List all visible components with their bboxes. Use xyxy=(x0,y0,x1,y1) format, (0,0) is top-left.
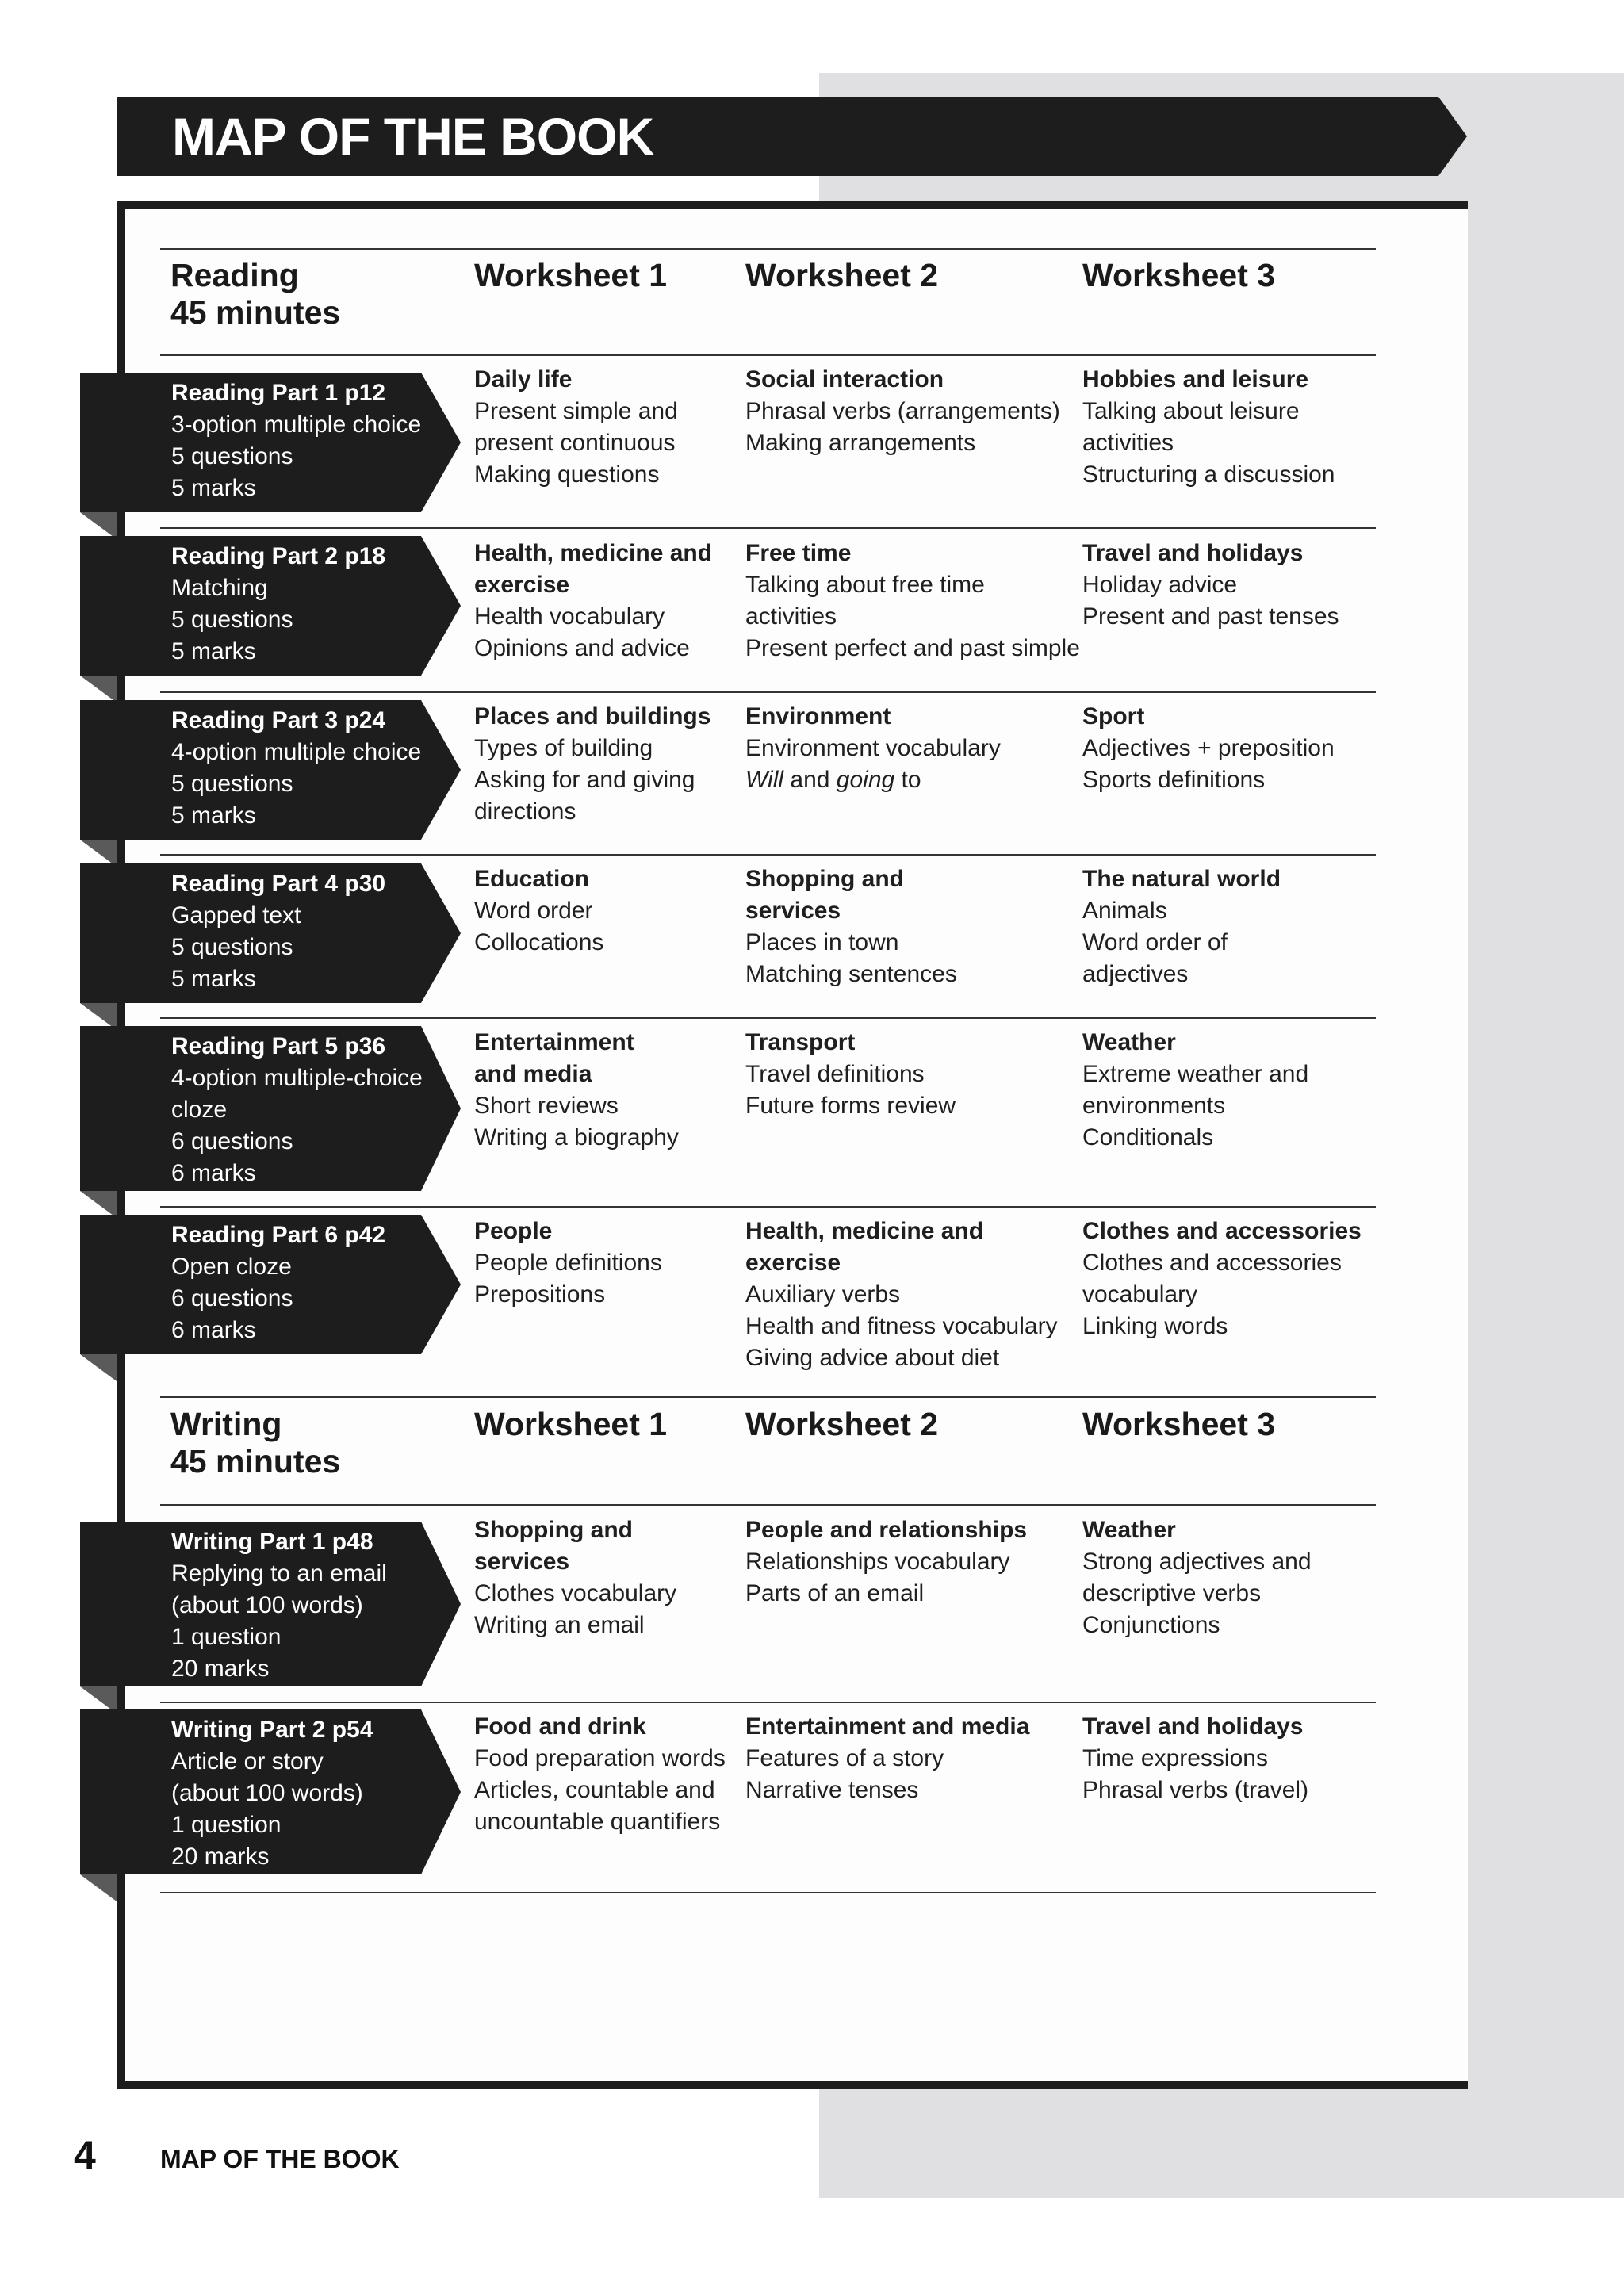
rule-row-6 xyxy=(160,1396,1376,1398)
row-5-worksheet-3: Weather Extreme weather and environments Conditionals xyxy=(1082,1029,1309,1150)
rule-row-1 xyxy=(160,527,1376,529)
row-2-worksheet-3: Travel and holidays Holiday advice Present and past tenses xyxy=(1082,540,1339,630)
writing-part-1-tab: Writing Part 1 p48 Replying to an email (about 100 words) 1 question 20 marks xyxy=(80,1522,461,1686)
row-5-worksheet-1: Entertainment and media Short reviews Writing a biography xyxy=(474,1029,679,1150)
rule-row-7 xyxy=(160,1702,1376,1703)
row-7-worksheet-3: Weather Strong adjectives and descriptive verbs Conjunctions xyxy=(1082,1517,1312,1638)
row-5-worksheet-2: Transport Travel definitions Future forms review xyxy=(745,1029,956,1119)
reading-part-3-tab: Reading Part 3 p24 4-option multiple choice 5 questions 5 marks xyxy=(80,700,461,840)
row-7-worksheet-1: Shopping and services Clothes vocabulary Writing an email xyxy=(474,1517,677,1638)
page-title: MAP OF THE BOOK xyxy=(172,107,654,166)
rule-row-5 xyxy=(160,1206,1376,1208)
row-8-worksheet-1: Food and drink Food preparation words Articles, countable and uncountable quantifiers xyxy=(474,1713,726,1835)
reading-part-1-tab: Reading Part 1 p12 3-option multiple choice 5 questions 5 marks xyxy=(80,373,461,512)
rule-top xyxy=(160,248,1376,250)
writing-worksheet-1-header: Worksheet 1 xyxy=(474,1406,668,1442)
row-2-worksheet-1: Health, medicine and exercise Health vocabulary Opinions and advice xyxy=(474,540,713,661)
writing-worksheet-3-header: Worksheet 3 xyxy=(1082,1406,1276,1442)
writing-worksheet-2-header: Worksheet 2 xyxy=(745,1406,939,1442)
row-1-worksheet-1: Daily life Present simple and present continuous Making questions xyxy=(474,366,678,488)
row-1-worksheet-2: Social interaction Phrasal verbs (arrangements) Making arrangements xyxy=(745,366,1060,456)
row-1-worksheet-3: Hobbies and leisure Talking about leisure activities Structuring a discussion xyxy=(1082,366,1335,488)
row-3-worksheet-3: Sport Adjectives + preposition Sports definitions xyxy=(1082,703,1335,793)
rule-writing-header xyxy=(160,1504,1376,1506)
writing-section-header: Writing 45 minutes xyxy=(170,1406,341,1480)
footer-title: MAP OF THE BOOK xyxy=(160,2145,400,2173)
row-4-worksheet-3: The natural world Animals Word order of adjectives xyxy=(1082,866,1281,987)
row-8-worksheet-3: Travel and holidays Time expressions Phrasal verbs (travel) xyxy=(1082,1713,1309,1803)
row-4-worksheet-2: Shopping and services Places in town Matching sentences xyxy=(745,866,957,987)
row-4-worksheet-1: Education Word order Collocations xyxy=(474,866,604,955)
reading-worksheet-2-header: Worksheet 2 xyxy=(745,257,939,293)
row-6-worksheet-2: Health, medicine and exercise Auxiliary verbs Health and fitness vocabulary Giving advice about diet xyxy=(745,1218,1058,1371)
row-6-worksheet-3: Clothes and accessories Clothes and accessories vocabulary Linking words xyxy=(1082,1218,1362,1339)
reading-part-6-tab: Reading Part 6 p42 Open cloze 6 questions 6 marks xyxy=(80,1215,461,1354)
reading-worksheet-3-header: Worksheet 3 xyxy=(1082,257,1276,293)
writing-part-2-tab: Writing Part 2 p54 Article or story (about 100 words) 1 question 20 marks xyxy=(80,1709,461,1874)
page-number: 4 xyxy=(74,2133,96,2177)
reading-section-header: Reading 45 minutes xyxy=(170,257,341,331)
reading-part-5-tab: Reading Part 5 p36 4-option multiple-choice cloze 6 questions 6 marks xyxy=(80,1026,461,1191)
row-8-worksheet-2: Entertainment and media Features of a story Narrative tenses xyxy=(745,1713,1030,1803)
rule-row-8 xyxy=(160,1892,1376,1893)
rule-reading-header xyxy=(160,354,1376,356)
rule-row-2 xyxy=(160,691,1376,693)
reading-part-2-tab: Reading Part 2 p18 Matching 5 questions 5 marks xyxy=(80,536,461,676)
rule-row-4 xyxy=(160,1017,1376,1019)
row-3-worksheet-1: Places and buildings Types of building Asking for and giving directions xyxy=(474,703,711,825)
row-2-worksheet-2: Free time Talking about free time activities Present perfect and past simple xyxy=(745,540,1080,661)
row-7-worksheet-2: People and relationships Relationships vocabulary Parts of an email xyxy=(745,1517,1028,1606)
reading-part-4-tab: Reading Part 4 p30 Gapped text 5 questions 5 marks xyxy=(80,863,461,1003)
row-3-worksheet-2: Environment Environment vocabulary Will and going to xyxy=(745,703,1001,793)
rule-row-3 xyxy=(160,854,1376,856)
row-6-worksheet-1: People People definitions Prepositions xyxy=(474,1218,662,1307)
reading-worksheet-1-header: Worksheet 1 xyxy=(474,257,668,293)
